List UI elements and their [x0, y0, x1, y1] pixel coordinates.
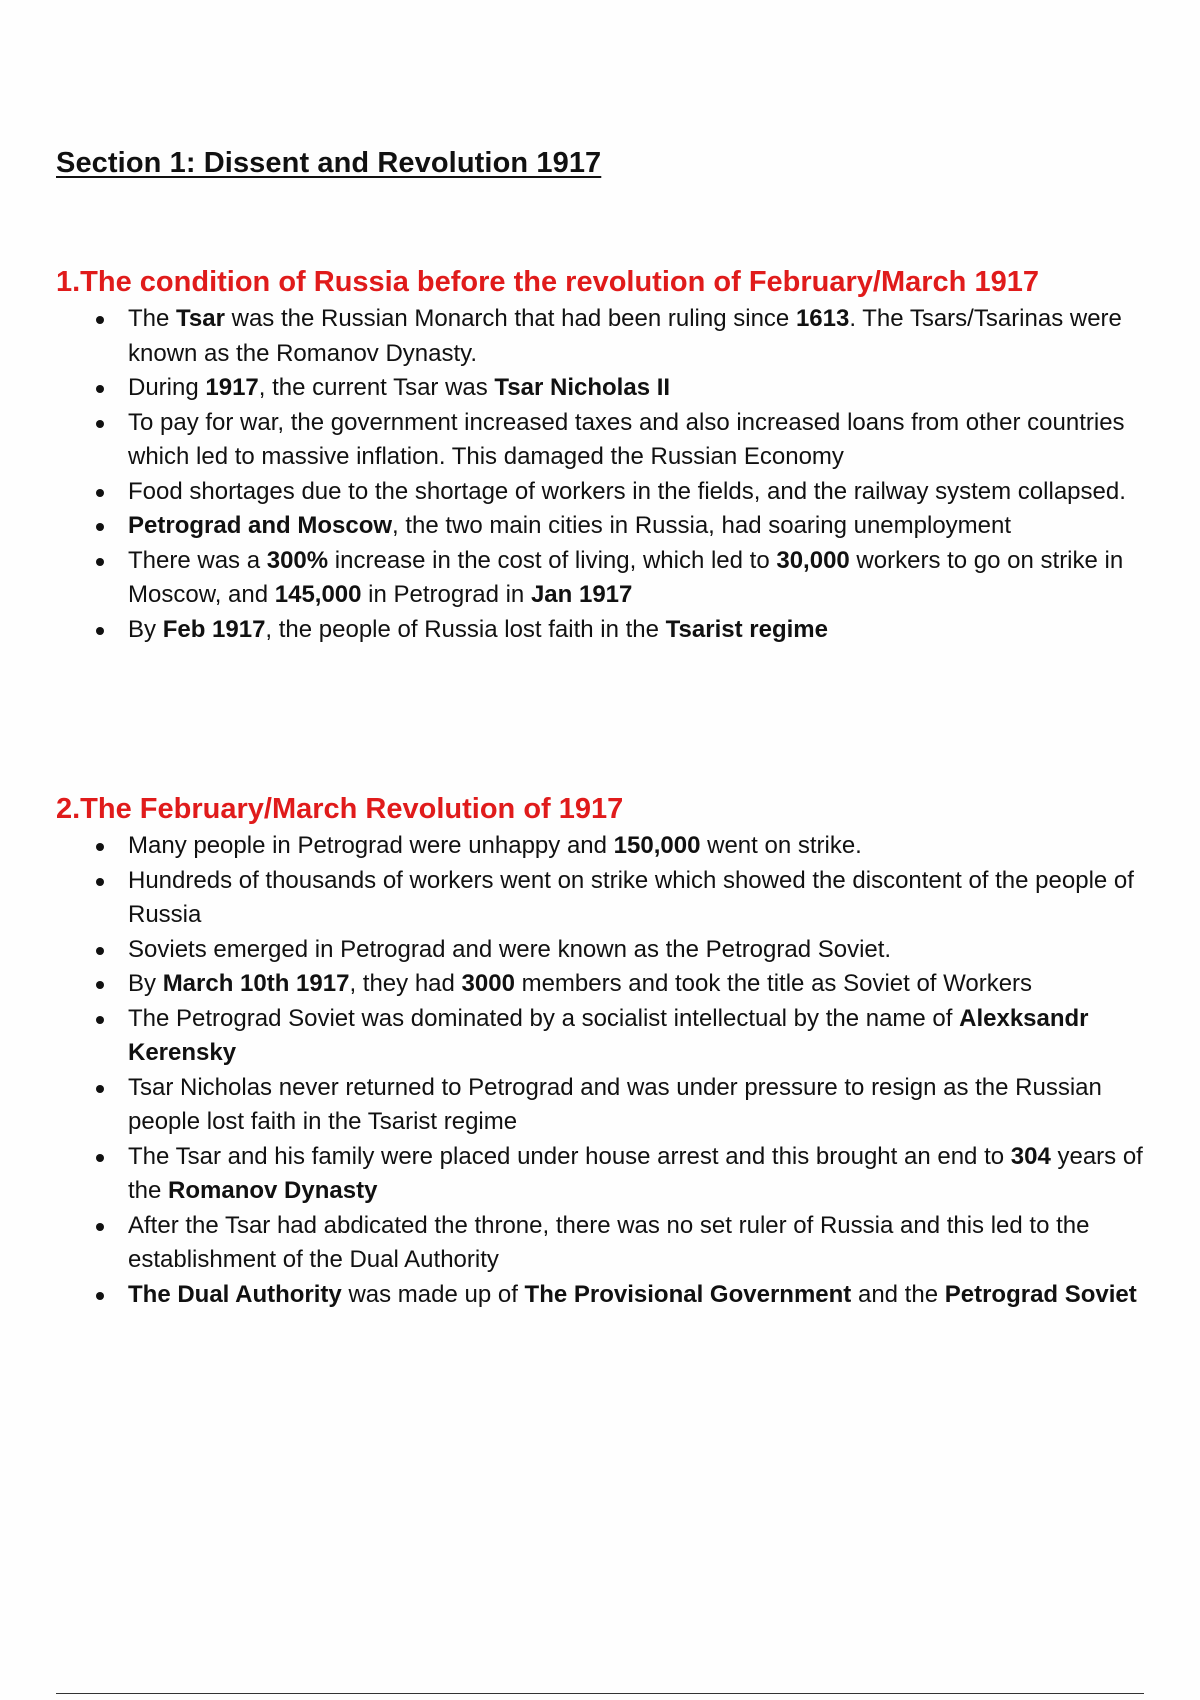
bullet-text: workers to go on strike in Moscow, and — [128, 546, 1124, 608]
bullet-item — [56, 1140, 1146, 1209]
bullet-text: By — [128, 970, 163, 997]
part-1-heading: 1.The condition of Russia before the revolution of February/March 1917 — [56, 266, 1039, 298]
section-title: Section 1: Dissent and Revolution 1917 — [56, 147, 602, 179]
bullet-text: years of the — [128, 1142, 1143, 1204]
bold-text: Alexksandr Kerensky — [128, 1004, 1089, 1066]
bold-text: 145,000 — [274, 581, 362, 608]
bullet-text: , they had — [349, 970, 462, 997]
bold-text: Petrograd Soviet — [944, 1280, 1137, 1308]
bold-text: The Provisional Government — [524, 1280, 852, 1308]
bold-text: The Dual Authority — [128, 1280, 342, 1308]
bullet-text: increase in the cost of living, which led to — [328, 546, 777, 574]
page-bottom-divider — [56, 1693, 1144, 1694]
bullet-text: There was a — [128, 546, 267, 574]
bold-text: 3000 — [461, 970, 515, 997]
bold-text: Feb 1917 — [162, 615, 266, 643]
bullet-text: went on strike. — [700, 832, 862, 859]
bold-text: 30,000 — [776, 546, 850, 574]
bold-text: 304 — [1010, 1142, 1051, 1170]
part-2-bullet-list — [56, 829, 1146, 1312]
bullet-text: , the current Tsar was — [258, 374, 495, 401]
bold-text: Jan 1917 — [530, 581, 633, 608]
part-1-bullet-list — [56, 302, 1146, 647]
bullet-text: During — [128, 374, 206, 401]
bold-text: Romanov Dynasty — [168, 1177, 378, 1204]
bullet-item — [56, 1278, 1146, 1313]
bullet-text: Hundreds of thousands of workers went on strike which showed the discontent of the people of Russia — [128, 866, 1134, 928]
bullet-text: , the two main cities in Russia, had soaring unemployment — [392, 512, 1012, 539]
bullet-text: was made up of — [341, 1280, 525, 1308]
bullet-item — [56, 544, 1146, 613]
bullet-item — [56, 864, 1146, 933]
bullet-text: Many people in Petrograd were unhappy and — [128, 832, 614, 859]
bold-text: 300% — [266, 546, 329, 574]
bullet-text: The Tsar and his family were placed under house arrest and this brought an end to — [128, 1142, 1011, 1170]
bullet-item — [56, 371, 1146, 406]
part-1 — [56, 262, 1146, 647]
bullet-text: and the — [851, 1280, 945, 1308]
bullet-item — [56, 829, 1146, 864]
bullet-item — [56, 509, 1146, 544]
bullet-text: After the Tsar had abdicated the throne, there was no set ruler of Russia and this led to the establishment of the Dual Authority — [128, 1211, 1090, 1273]
bullet-text: Food shortages due to the shortage of workers in the fields, and the railway system collapsed. — [128, 477, 1126, 505]
bullet-text: in Petrograd in — [361, 581, 531, 608]
bullet-item — [56, 475, 1146, 510]
bullet-item — [56, 613, 1146, 648]
bold-text: 1917 — [205, 374, 259, 401]
bullet-item — [56, 933, 1146, 968]
bullet-item — [56, 1209, 1146, 1278]
bullet-text: The — [128, 305, 177, 332]
bold-text: 150,000 — [613, 832, 701, 859]
bullet-item — [56, 302, 1146, 371]
bullet-item — [56, 406, 1146, 475]
bold-text: Petrograd and Moscow — [128, 512, 393, 539]
bullet-text: Soviets emerged in Petrograd and were known as the Petrograd Soviet. — [128, 935, 892, 963]
bold-text: 1613 — [795, 305, 850, 332]
bold-text: Tsarist regime — [665, 615, 828, 643]
part-2-heading: 2.The February/March Revolution of 1917 — [56, 793, 624, 825]
bullet-text: The Petrograd Soviet was dominated by a socialist intellectual by the name of — [128, 1004, 960, 1032]
bold-text: Tsar — [176, 305, 225, 332]
bullet-text: members and took the title as Soviet of Workers — [514, 970, 1033, 997]
bullet-item — [56, 1002, 1146, 1071]
bullet-item — [56, 967, 1146, 1002]
bullet-text: , the people of Russia lost faith in the — [265, 615, 666, 643]
bullet-item — [56, 1071, 1146, 1140]
bold-text: March 10th 1917 — [162, 970, 350, 997]
bullet-text: . The Tsars/Tsarinas were known as the Romanov Dynasty. — [128, 305, 1122, 367]
part-2 — [56, 789, 1146, 1312]
bullet-text: Tsar Nicholas never returned to Petrograd and was under pressure to resign as the Russian people lost faith in the Tsarist regime — [128, 1073, 1102, 1135]
bold-text: Tsar Nicholas II — [494, 374, 671, 401]
bullet-text: was the Russian Monarch that had been ruling since — [224, 305, 796, 332]
bullet-text: By — [128, 615, 163, 643]
bullet-text: To pay for war, the government increased taxes and also increased loans from other countries which led to massive inflation. This damaged the Russian Economy — [128, 408, 1125, 470]
